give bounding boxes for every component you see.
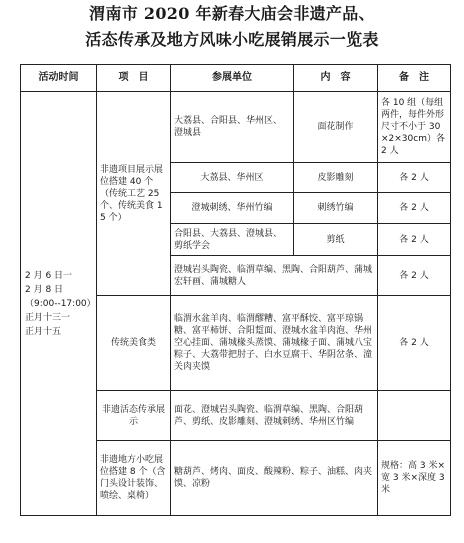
header-row: [21, 65, 451, 92]
time-line: 正月十五: [25, 326, 62, 337]
content-cell: 剪纸: [294, 224, 378, 256]
content-cell: 皮影雕刻: [294, 163, 378, 193]
units-cell: 临渭水盆羊肉、临渭醪糟、富平酥饺、富平琼锅糖、富平柿饼、合阳踅面、澄城水盆羊肉泡、华州空心挂面、蒲城椽头蒸馍、蒲城椽子面、蒲城八宝粽子、大荔带把肘子、白水豆腐干、华阴岔条、潼关肉夹馍: [171, 296, 378, 391]
time-line: （9:00--17:00）: [25, 298, 96, 309]
units-cell: 合阳县、大荔县、澄城县、剪纸学会: [171, 224, 294, 256]
units-cell: 糖葫芦、烤肉、面皮、酸辣粉、粽子、油糕、肉夹馍、凉粉: [171, 441, 378, 516]
time-line: 2 月 6 日一: [25, 270, 73, 281]
remark-cell: 规格：高 3 米×宽 3 米×深度 3 米: [378, 441, 451, 516]
remark-cell: 各 2 人: [378, 224, 451, 256]
header-content: 内 容: [294, 65, 378, 92]
title-line-2: 活态传承及地方风味小吃展销展示一览表: [85, 30, 379, 49]
activity-time-cell: [21, 92, 97, 516]
remark-cell: 各 2 人: [378, 256, 451, 296]
time-line: 2 月 8 日: [25, 284, 64, 295]
units-cell: 澄城刺绣、华州竹编: [171, 193, 294, 224]
remark-cell: 各 2 人: [378, 193, 451, 224]
exhibition-table: [20, 64, 451, 516]
table-row: [21, 92, 451, 163]
time-line: 正月十三一: [25, 312, 71, 323]
project-cell: 传统美食类: [97, 296, 171, 391]
remark-cell: 各 10 组（每组两件，每件外形尺寸不小于 30×2×30cm）各 2 人: [378, 92, 451, 163]
header-units: 参展单位: [171, 65, 294, 92]
project-cell: 非遗活态传承展示: [97, 391, 171, 441]
units-cell: 面花、澄城岩头陶瓷、临渭草编、黑陶、合阳葫芦、剪纸、皮影雕刻、澄城刺绣、华州区竹编: [171, 391, 378, 441]
content-cell: 刺绣竹编: [294, 193, 378, 224]
header-time: 活动时间: [21, 65, 97, 92]
header-project: 项 目: [97, 65, 171, 92]
units-cell: 大荔县、华州区: [171, 163, 294, 193]
remark-cell: 各 2 人: [378, 163, 451, 193]
header-remark: 备 注: [378, 65, 451, 92]
remark-cell: 各 2 人: [378, 296, 451, 391]
project-cell: 非遗地方小吃展位搭建 8 个（含门头设计装饰、喷绘、桌椅）: [97, 441, 171, 516]
project-cell: 非遗项目展示展位搭建 40 个（传统工艺 25 个、传统美食 15 个）: [97, 92, 171, 296]
content-cell: 面花制作: [294, 92, 378, 163]
remark-cell: [378, 391, 451, 441]
units-cell: 大荔县、合阳县、华州区、澄城县: [171, 92, 294, 163]
units-cell: 澄城岩头陶瓷、临渭草编、黑陶、合阳葫芦、蒲城宏轩画、蒲城糖人: [171, 256, 378, 296]
title-line-1: 渭南市 2020 年新春大庙会非遗产品、: [89, 4, 375, 23]
